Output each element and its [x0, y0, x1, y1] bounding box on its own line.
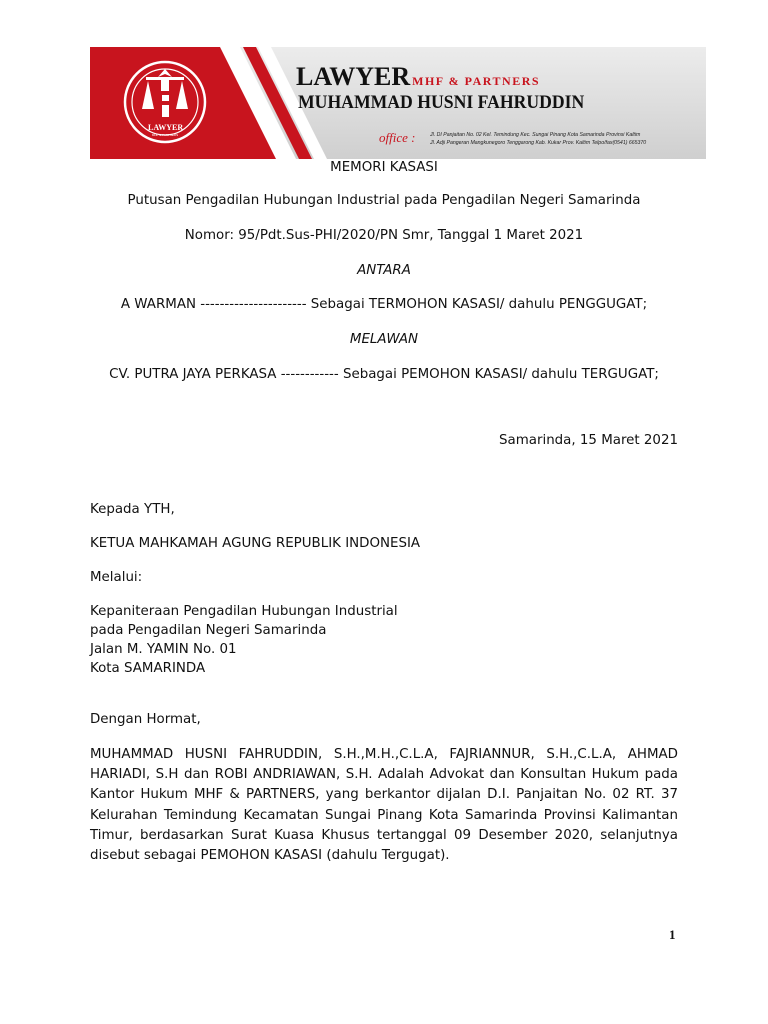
firm-name: LAWYER: [296, 62, 411, 91]
via-line: Kota SAMARINDA: [90, 661, 206, 676]
antara-heading: ANTARA: [357, 263, 411, 278]
body-paragraph: MUHAMMAD HUSNI FAHRUDDIN, S.H.,M.H.,C.L.A, FAJRIANNUR, S.H.,C.L.A, AHMAD HARIADI, S.H dan ROBI ANDRIAWAN, S.H. Adalah Advokat dan Konsultan Hukum pada Kantor Hukum MHF & PARTNERS, yang berkantor dijalan D.I. Panjaitan No. 02 RT. 37 Kelurahan Temindung Kecamatan Sungai Pinang Kota Samarinda Provinsi Kalimantan Timur, berdasarkan Surat Kuasa Khusus tertanggal 09 Desember 2020, selanjutnya disebut sebagai PEMOHON KASASI (dahulu Tergugat).: [90, 747, 678, 864]
via-line: Kepaniteraan Pengadilan Hubungan Industrial: [90, 604, 398, 619]
via-line: Jalan M. YAMIN No. 01: [90, 642, 237, 657]
party-respondent: A WARMAN ---------------------- Sebagai TERMOHON KASASI/ dahulu PENGGUGAT;: [120, 297, 648, 312]
via-label: Melalui:: [90, 570, 143, 585]
case-number-line: Nomor: 95/Pdt.Sus-PHI/2020/PN Smr, Tanggal 1 Maret 2021: [184, 228, 584, 243]
salutation: Dengan Hormat,: [90, 712, 201, 727]
logo-subtext: MHF & PARTNERS: [151, 133, 179, 137]
via-line: pada Pengadilan Negeri Samarinda: [90, 623, 327, 638]
letter-date: Samarinda, 15 Maret 2021: [499, 433, 678, 448]
party-applicant: CV. PUTRA JAYA PERKASA ------------ Sebagai PEMOHON KASASI/ dahulu TERGUGAT;: [109, 367, 659, 382]
firm-title: [296, 62, 540, 92]
lawyer-name: MUHAMMAD HUSNI FAHRUDDIN: [298, 92, 585, 113]
melawan-heading: MELAWAN: [349, 332, 419, 347]
page-number: 1: [669, 927, 676, 942]
recipient: KETUA MAHKAMAH AGUNG REPUBLIK INDONESIA: [90, 536, 421, 551]
office-address-1: Jl. DI Panjaitan No. 02 Kel. Temindung Kec. Sungai Pinang Kota Samarinda Provinsi Kaltim: [430, 132, 641, 138]
addressee-intro: Kepada YTH,: [90, 502, 175, 517]
letterhead: [90, 47, 706, 159]
firm-subtitle: MHF & PARTNERS: [412, 74, 541, 88]
office-label: office :: [379, 130, 416, 145]
logo-text: LAWYER: [148, 123, 184, 132]
doc-title: MEMORI KASASI: [330, 160, 438, 175]
office-address-2: Jl. Adji Pangeran Mangkunegoro Tenggarong Kab. Kukar Prov. Kaltim Telpo/fax(0541) 665370: [430, 140, 647, 146]
case-court-line: Putusan Pengadilan Hubungan Industrial pada Pengadilan Negeri Samarinda: [127, 193, 641, 208]
